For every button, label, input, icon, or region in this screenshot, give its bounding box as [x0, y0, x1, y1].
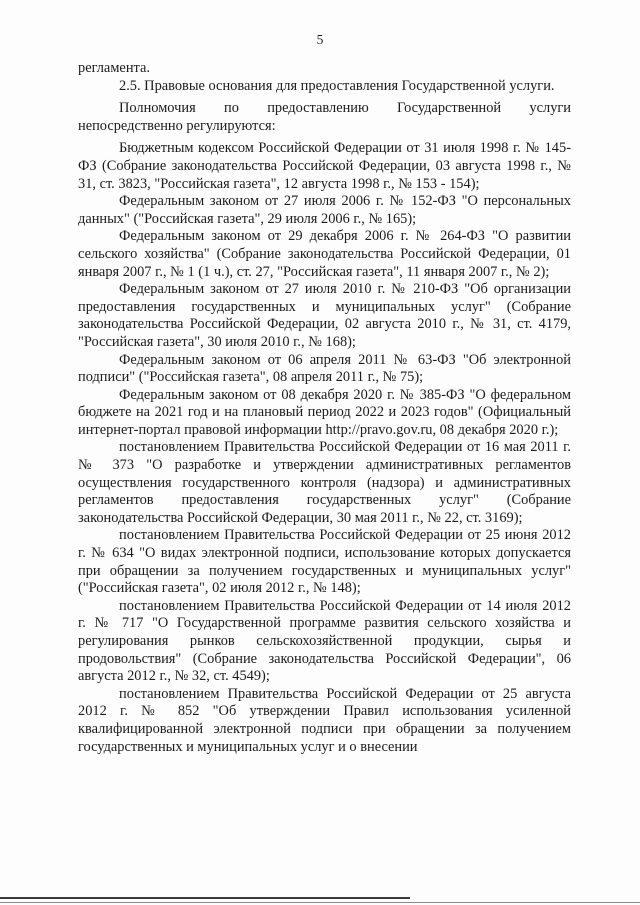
- scan-edge-line: [0, 897, 410, 899]
- document-body: [78, 60, 571, 756]
- paragraph-law-210: Федеральным законом от 27 июля 2010 г. № 210-ФЗ "Об организации предоставления государственных и муниципальных услуг" (Собрание законодательства Российской Федерации, 02 августа 2010 г., № 31, ст. 4179, "Российская газета", 30 июля 2010 г., № 168);: [78, 281, 571, 350]
- page-number: 5: [316, 32, 324, 47]
- paragraph-authority: Полномочия по предоставлению Государственной услуги непосредственно регулируются:: [78, 100, 571, 134]
- paragraph-resolution-717: постановлением Правительства Российской Федерации от 14 июля 2012 г. № 717 "О Государственной программе развития сельского хозяйства и регулирования рынков сельскохозяйственной продукции, сырья и продовольствия" (Собрание законодательства Российской Федерации", 06 августа 2012 г., № 32, ст. 4549);: [78, 597, 571, 685]
- paragraph-law-264: Федеральным законом от 29 декабря 2006 г. № 264-ФЗ "О развитии сельского хозяйства" (Собрание законодательства Российской Федерации, 01 января 2007 г., № 1 (1 ч.), ст. 27, "Российская газета", 11 января 2007 г., № 2);: [78, 228, 571, 280]
- paragraph-resolution-634: постановлением Правительства Российской Федерации от 25 июня 2012 г. № 634 "О видах электронной подписи, использование которых допускается при обращении за получением государственных и муниципальных услуг" ("Российская газета", 02 июля 2012 г., № 148);: [78, 527, 571, 597]
- paragraph-resolution-852: постановлением Правительства Российской Федерации от 25 августа 2012 г. № 852 "Об утверждении Правил использования усиленной квалифицированной электронной подписи при обращении за получением государственных и муниципальных услуг и о внесении: [78, 685, 571, 755]
- paragraph-law-152: Федеральным законом от 27 июля 2006 г. № 152-ФЗ "О персональных данных" ("Российская газета", 29 июля 2006 г., № 165);: [78, 193, 571, 227]
- paragraph-law-63: Федеральным законом от 06 апреля 2011 № 63-ФЗ "Об электронной подписи" ("Российская газета", 08 апреля 2011 г., № 75);: [78, 351, 571, 386]
- paragraph-continuation: регламента.: [78, 60, 150, 76]
- paragraph-section-2-5: 2.5. Правовые основания для предоставления Государственной услуги.: [119, 77, 555, 94]
- paragraph-law-385: Федеральным законом от 08 декабря 2020 г. № 385-ФЗ "О федеральном бюджете на 2021 год и на плановый период 2022 и 2023 годов" (Официальный интернет-портал правовой информации http://pravo.gov.ru, 08 декабря 2020 г.);: [78, 386, 571, 438]
- paragraph-budget-code: Бюджетным кодексом Российской Федерации от 31 июля 1998 г. № 145-ФЗ (Собрание законодательства Российской Федерации, 03 августа 1998 г., № 31, ст. 3823, "Российская газета", 12 августа 1998 г., № 153 - 154);: [78, 140, 571, 192]
- scan-edge-line-secondary: [0, 902, 640, 903]
- paragraph-resolution-373: постановлением Правительства Российской Федерации от 16 мая 2011 г. № 373 "О разработке и утверждении административных регламентов осуществления государственного контроля (надзора) и административных регламентов предоставления государственных услуг" (Собрание законодательства Российской Федерации, 30 мая 2011 г., № 22, ст. 3169);: [78, 439, 571, 526]
